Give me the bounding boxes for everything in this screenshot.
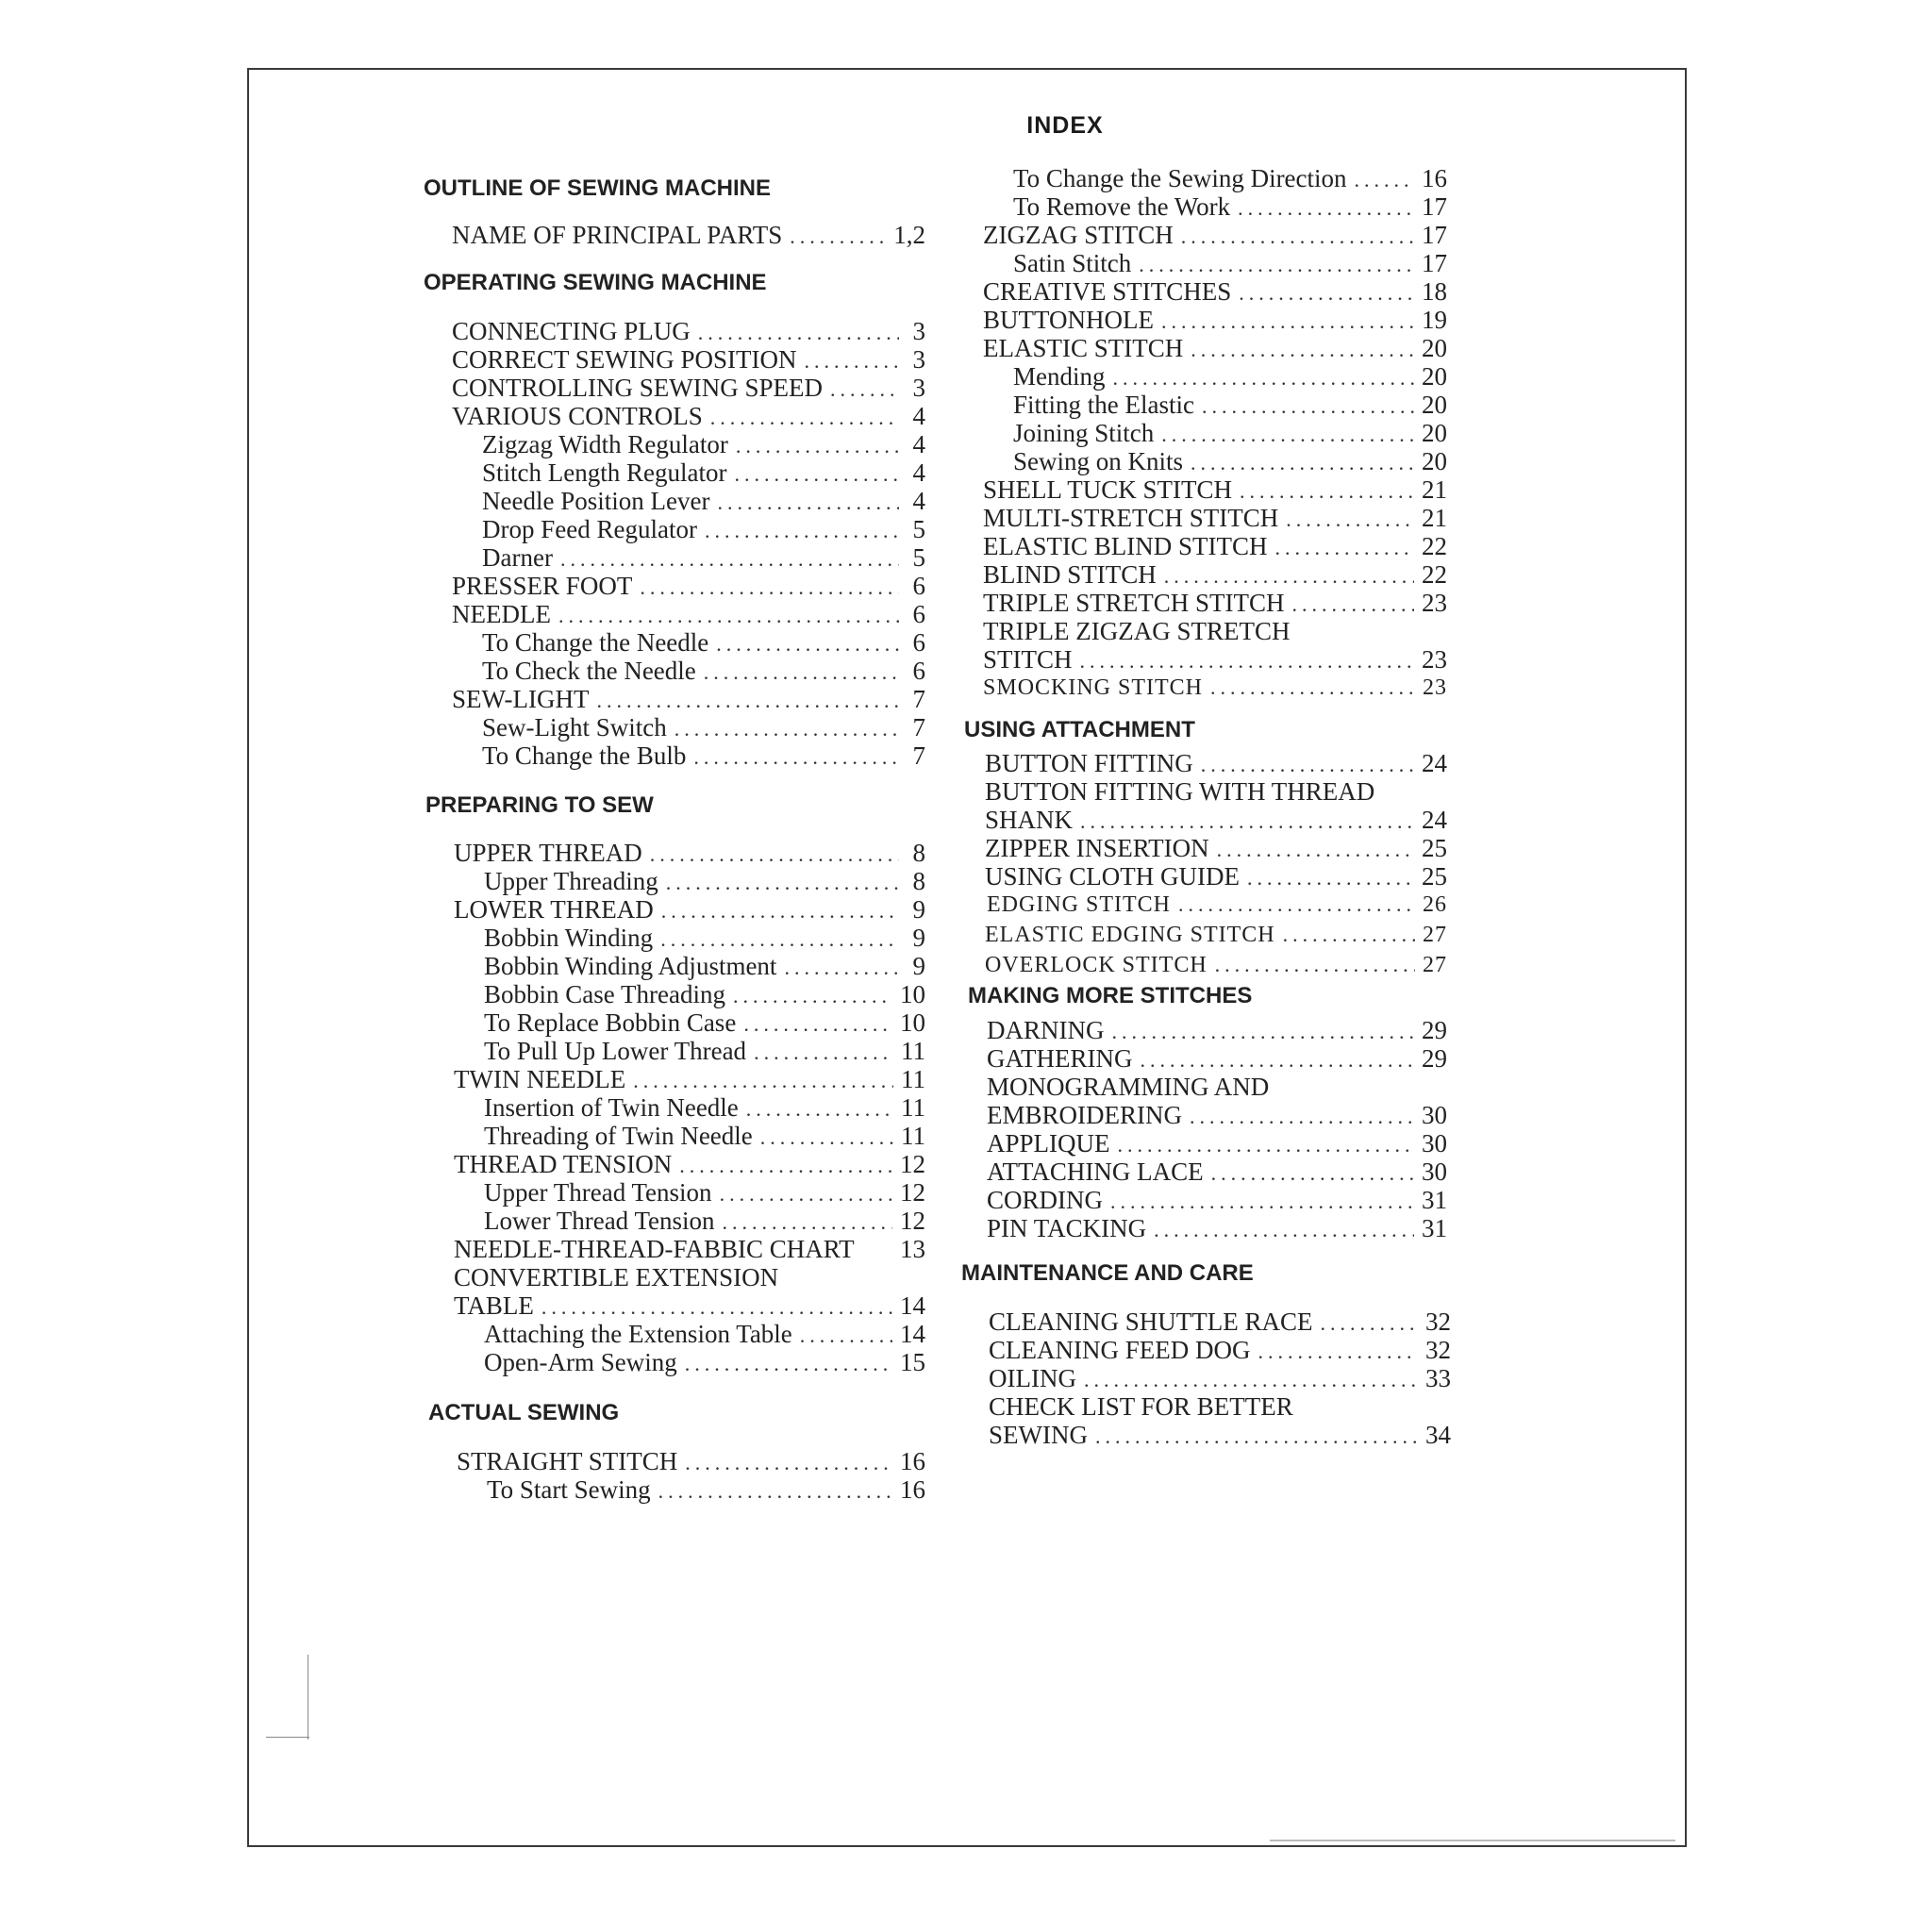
index-entry: PRESSER FOOT ..... 6: [452, 572, 925, 602]
index-entry: STITCH ..... 23: [983, 645, 1447, 675]
index-entry: To Check the Needle ..... 6: [482, 657, 925, 687]
section-heading: OUTLINE OF SEWING MACHINE: [424, 175, 771, 201]
section-heading: OPERATING SEWING MACHINE: [424, 270, 767, 295]
index-entry: Joining Stitch ..... 20: [1013, 419, 1447, 449]
index-entry: BLIND STITCH ..... 22: [983, 560, 1447, 591]
index-entry: To Change the Bulb ..... 7: [482, 741, 925, 772]
index-entry: BUTTONHOLE ..... 19: [983, 306, 1447, 336]
index-entry: SEWING ..... 34: [989, 1421, 1451, 1451]
index-entry: GATHERING ..... 29: [987, 1044, 1447, 1074]
index-entry: APPLIQUE ..... 30: [987, 1129, 1447, 1159]
index-entry: ZIGZAG STITCH ..... 17: [983, 221, 1447, 251]
index-entry: ATTACHING LACE ..... 30: [987, 1158, 1447, 1188]
index-entry: Bobbin Case Threading ..... 10: [484, 980, 925, 1010]
section-heading: MAINTENANCE AND CARE: [961, 1260, 1254, 1286]
index-entry: SHANK ..... 24: [985, 806, 1447, 836]
index-entry: THREAD TENSION ..... 12: [454, 1150, 925, 1180]
index-entry: TABLE ..... 14: [454, 1291, 925, 1322]
index-entry: To Start Sewing ..... 16: [487, 1475, 925, 1506]
index-page: [247, 68, 1687, 1847]
page-title: INDEX: [1026, 112, 1104, 139]
index-entry: MULTI-STRETCH STITCH ..... 21: [983, 504, 1447, 534]
index-entry: ZIPPER INSERTION ..... 25: [985, 834, 1447, 864]
index-entry: CLEANING FEED DOG ..... 32: [989, 1336, 1451, 1366]
index-entry: TWIN NEEDLE ..... 11: [454, 1065, 925, 1095]
index-entry: Drop Feed Regulator ..... 5: [482, 515, 925, 545]
index-entry: CONNECTING PLUG ..... 3: [452, 317, 925, 347]
section-heading: PREPARING TO SEW: [425, 792, 654, 818]
section-heading: USING ATTACHMENT: [964, 717, 1195, 742]
index-entry: NEEDLE-THREAD-FABBIC CHART 13: [454, 1235, 925, 1263]
index-entry: TRIPLE ZIGZAG STRETCH: [983, 617, 1291, 645]
index-entry: Open-Arm Sewing ..... 15: [484, 1348, 925, 1378]
index-entry: Insertion of Twin Needle ..... 11: [484, 1093, 925, 1124]
index-entry: OVERLOCK STITCH ..... 27: [985, 951, 1447, 979]
index-entry: Sew-Light Switch ..... 7: [482, 713, 925, 743]
index-entry: Sewing on Knits ..... 20: [1013, 447, 1447, 477]
index-entry: Stitch Length Regulator ..... 4: [482, 458, 925, 489]
index-entry: SHELL TUCK STITCH ..... 21: [983, 475, 1447, 506]
index-entry: MONOGRAMMING AND: [987, 1073, 1270, 1101]
index-entry: Fitting the Elastic ..... 20: [1013, 391, 1447, 421]
index-entry: ELASTIC EDGING STITCH ..... 27: [985, 921, 1447, 949]
index-entry: SEW-LIGHT ..... 7: [452, 685, 925, 715]
index-entry: To Change the Sewing Direction ..... 16: [1013, 164, 1447, 194]
index-entry: NAME OF PRINCIPAL PARTS ..... 1,2: [452, 221, 925, 251]
index-entry: CHECK LIST FOR BETTER: [989, 1392, 1293, 1421]
index-entry: CORRECT SEWING POSITION ..... 3: [452, 345, 925, 375]
index-entry: ELASTIC STITCH ..... 20: [983, 334, 1447, 364]
index-entry: Bobbin Winding Adjustment ..... 9: [484, 952, 925, 982]
index-entry: USING CLOTH GUIDE ..... 25: [985, 862, 1447, 892]
index-entry: Lower Thread Tension ..... 12: [484, 1207, 925, 1237]
scan-mark: [1270, 1840, 1675, 1841]
index-entry: ELASTIC BLIND STITCH ..... 22: [983, 532, 1447, 562]
index-entry: VARIOUS CONTROLS ..... 4: [452, 402, 925, 432]
index-entry: To Replace Bobbin Case ..... 10: [484, 1008, 925, 1039]
index-entry: CREATIVE STITCHES ..... 18: [983, 277, 1447, 308]
section-heading: ACTUAL SEWING: [428, 1400, 620, 1425]
index-entry: CLEANING SHUTTLE RACE ..... 32: [989, 1307, 1451, 1338]
index-entry: CONVERTIBLE EXTENSION: [454, 1263, 779, 1291]
index-entry: CORDING ..... 31: [987, 1186, 1447, 1216]
index-entry: Bobbin Winding ..... 9: [484, 924, 925, 954]
index-entry: To Change the Needle ..... 6: [482, 628, 925, 658]
index-entry: DARNING ..... 29: [987, 1016, 1447, 1046]
index-entry: EMBROIDERING ..... 30: [987, 1101, 1447, 1131]
index-entry: LOWER THREAD ..... 9: [454, 895, 925, 925]
index-entry: Satin Stitch ..... 17: [1013, 249, 1447, 279]
index-entry: Threading of Twin Needle ..... 11: [484, 1122, 925, 1152]
scan-mark: [266, 1737, 309, 1738]
index-entry: Upper Thread Tension ..... 12: [484, 1178, 925, 1208]
index-entry: CONTROLLING SEWING SPEED ..... 3: [452, 374, 925, 404]
index-entry: BUTTON FITTING WITH THREAD: [985, 777, 1375, 806]
index-entry: NEEDLE ..... 6: [452, 600, 925, 630]
index-entry: SMOCKING STITCH ..... 23: [983, 674, 1447, 702]
index-entry: Needle Position Lever ..... 4: [482, 487, 925, 517]
index-entry: To Pull Up Lower Thread ..... 11: [484, 1037, 925, 1067]
index-entry: BUTTON FITTING ..... 24: [985, 749, 1447, 779]
index-entry: Upper Threading ..... 8: [484, 867, 925, 897]
index-entry: TRIPLE STRETCH STITCH ..... 23: [983, 589, 1447, 619]
index-entry: STRAIGHT STITCH ..... 16: [457, 1447, 925, 1477]
index-entry: UPPER THREAD ..... 8: [454, 839, 925, 869]
index-entry: Attaching the Extension Table ..... 14: [484, 1320, 925, 1350]
section-heading: MAKING MORE STITCHES: [968, 983, 1253, 1008]
index-entry: OILING ..... 33: [989, 1364, 1451, 1394]
index-entry: Zigzag Width Regulator ..... 4: [482, 430, 925, 460]
index-entry: PIN TACKING ..... 31: [987, 1214, 1447, 1244]
index-entry: Darner ..... 5: [482, 543, 925, 574]
index-entry: To Remove the Work ..... 17: [1013, 192, 1447, 223]
index-entry: EDGING STITCH ..... 26: [987, 891, 1447, 919]
index-entry: Mending ..... 20: [1013, 362, 1447, 392]
